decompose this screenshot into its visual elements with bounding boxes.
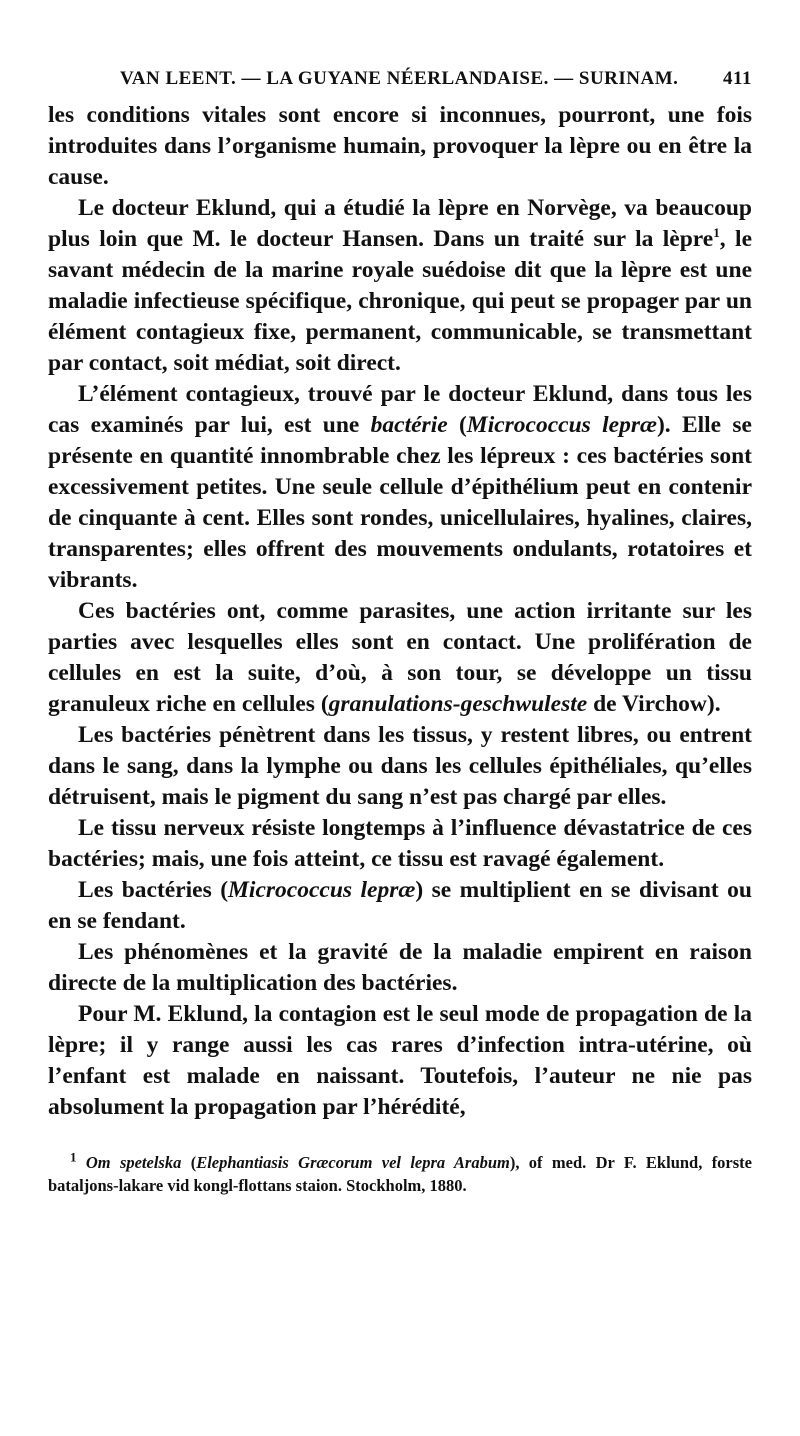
paragraph-3: L’élément contagieux, trouvé par le docteur Eklund, dans tous les cas examinés par lui, est une bactérie (Micrococcus lepræ). Elle se présente en quantité innombrable chez les lépreux : ces bactéries sont excessivement petites. Une seule cellule d’épithélium peut en contenir de cinquante à cent. Elles sont rondes, unicellulaires, hyalines, claires, transparentes; elles offrent des mouvements ondulants, rotatoires et vibrants.: [48, 381, 752, 593]
body-text: [48, 100, 752, 1123]
paragraph-5: Les bactéries pénètrent dans les tissus, y restent libres, ou entrent dans le sang, dans la lymphe ou dans les cellules épithéliales, qu’elles détruisent, mais le pigment du sang n’est pas chargé par elles.: [48, 722, 752, 810]
paragraph-2: Le docteur Eklund, qui a étudié la lèpre en Norvège, va beaucoup plus loin que M. le docteur Hansen. Dans un traité sur la lèpre$^1$, le savant médecin de la marine royale suédoise dit que la lèpre est une maladie infectieuse spécifique, chronique, qui peut se propager par un élément contagieux fixe, permanent, communicable, se transmettant par contact, soit médiat, soit direct.: [48, 195, 752, 376]
paragraph-1: les conditions vitales sont encore si inconnues, pourront, une fois introduites dans l’organisme humain, provoquer la lèpre ou en être la cause.: [48, 102, 752, 190]
italic-term: bactérie: [370, 412, 448, 438]
running-header: [48, 60, 752, 100]
italic-term: granulations-geschwuleste: [328, 691, 588, 717]
footnote-reference: 1: [713, 225, 720, 241]
page-number: 411: [723, 68, 752, 89]
italic-species-name: Micrococcus lepræ: [466, 412, 657, 438]
italic-species-name: Micrococcus lepræ: [228, 877, 416, 903]
italic-title: Om spetelska: [85, 1153, 182, 1172]
paragraph-8: Les phénomènes et la gravité de la maladie empirent en raison directe de la multiplication des bactéries.: [48, 939, 752, 996]
footnote-1: $^1$ Om spetelska (Elephantiasis Græcorum vel lepra Arabum), of med. Dr F. Eklund, forste bataljons-lakare vid kongl-flottans staion. Stockholm, 1880.: [48, 1149, 752, 1195]
document-page: [48, 60, 752, 1197]
paragraph-6: Le tissu nerveux résiste longtemps à l’influence dévastatrice de ces bactéries; mais, une fois atteint, ce tissu est ravagé également.: [48, 815, 752, 872]
paragraph-4: Ces bactéries ont, comme parasites, une action irritante sur les parties avec lesquelles elles sont en contact. Une prolifération de cellules en est la suite, d’où, à son tour, se développe un tissu granuleux riche en cellules (granulations-geschwuleste de Virchow).: [48, 598, 752, 717]
paragraph-9: Pour M. Eklund, la contagion est le seul mode de propagation de la lèpre; il y range aussi les cas rares d’infection intra-utérine, où l’enfant est malade en naissant. Toutefois, l’auteur ne nie pas absolument la propagation par l’hérédité,: [48, 1001, 752, 1120]
running-title: VAN LEENT. — LA GUYANE NÉERLANDAISE. — SURINAM.: [120, 68, 679, 89]
footnotes: [48, 1151, 752, 1197]
paragraph-7: Les bactéries (Micrococcus lepræ) se multiplient en se divisant ou en se fendant.: [48, 877, 752, 934]
italic-title: Elephantiasis Græcorum vel lepra Arabum: [196, 1153, 510, 1172]
footnote-marker: 1: [70, 1149, 77, 1165]
